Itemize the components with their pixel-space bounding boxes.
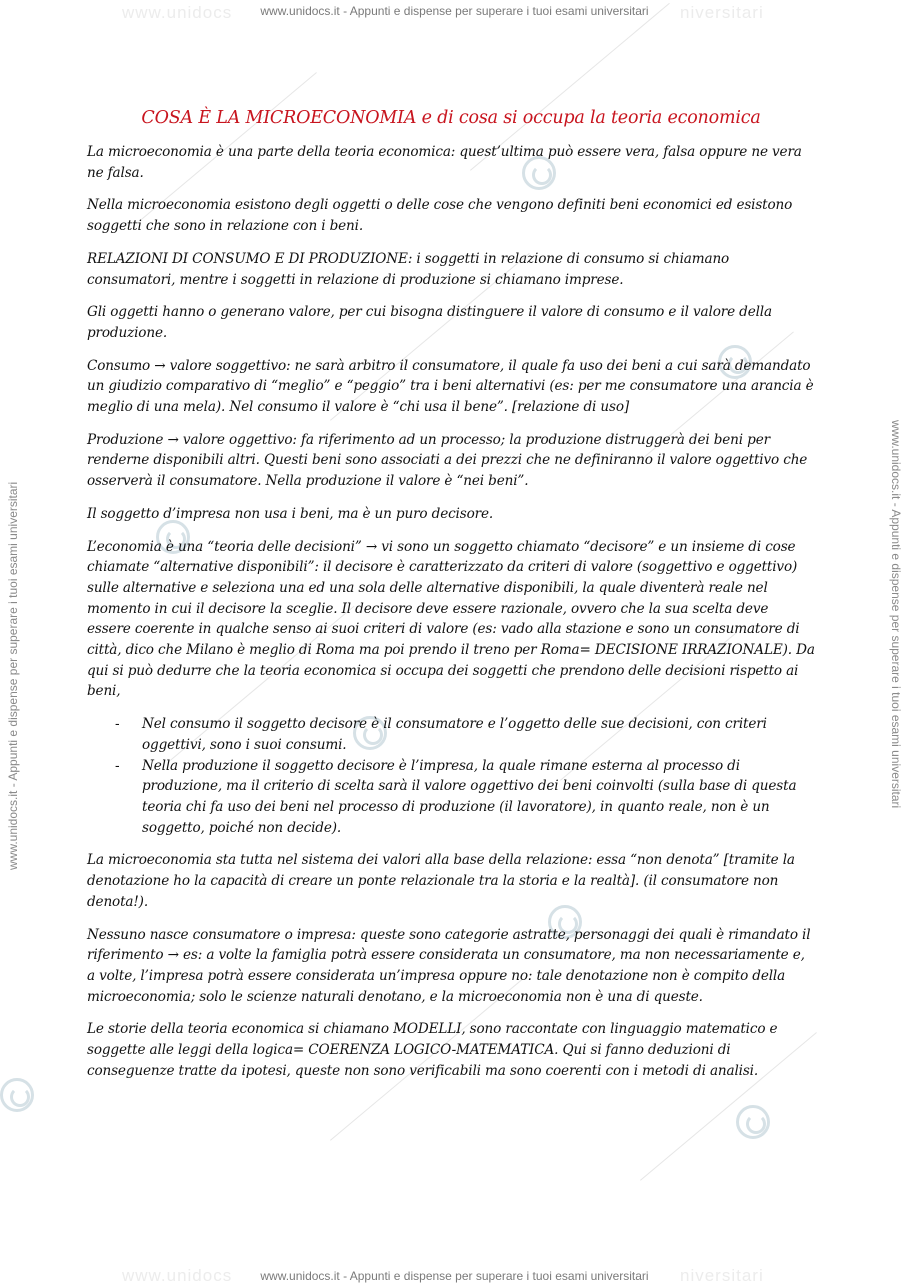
header-watermark: www.unidocs.it - Appunti e dispense per superare i tuoi esami universitari [260,4,649,18]
bullet-list [87,714,815,838]
paragraph: Consumo → valore soggettivo: ne sarà arbitro il consumatore, il quale fa uso dei beni a cui sarà demandato un giudizio comparativo di “meglio” e “peggio” tra i beni alternativi (es: per me consumatore una arancia è meglio di una mela). Nel consumo il valore è “chi usa il bene”. [relazione di uso] [87,357,814,416]
paragraph: La microeconomia è una parte della teoria economica: quest’ultima può essere vera, falsa oppure ne vera ne falsa. [87,144,802,181]
paragraph: Gli oggetti hanno o generano valore, per cui bisogna distinguere il valore di consumo e il valore della produzione. [87,304,772,341]
ghost-watermark-top-right: niversitari [680,3,764,22]
list-item: - Nella produzione il soggetto decisore è l’impresa, la quale rimane esterna al processo di produzione, ma il criterio di scelta sarà il valore oggettivo dei beni coinvolti (sulla base di questa teoria chi fa uso dei beni nel processo di produzione (il lavoratore), in quanto reale, non è un soggetto, poiché non decide). [87,756,815,839]
paragraph: La microeconomia sta tutta nel sistema dei valori alla base della relazione: essa “non denota” [tramite la denotazione ho la capacità di creare un ponte relazionale tra la storia e la realtà]. (il consumatore non denota!). [87,852,795,910]
paragraph: L’economia è una “teoria delle decisioni” → vi sono un soggetto chiamato “decisore” e un insieme di cose chiamate “alternative disponibili”: il decisore è caratterizzato da criteri di valore (soggettivo e oggettivo) sulle alternative e seleziona una ed una sola delle alternative disponibili, la quale diventerà reale nel momento in cui il decisore la sceglie. Il decisore deve essere razionale, ovvero che la sua scelta deve essere coerente in qualche senso ai suoi criteri di valore (es: vado alla stazione e sono un consumatore di città, dico che Milano è meglio di Roma ma poi prendo il treno per Roma= DECISIONE IRRAZIONALE). Da qui si può dedurre che la teoria economica si occupa dei soggetti che prendono delle decisioni rispetto ai beni, [87,538,815,700]
paragraph: RELAZIONI DI CONSUMO E DI PRODUZIONE: i soggetti in relazione di consumo si chiamano consumatori, mentre i soggetti in relazione di produzione si chiamano imprese. [87,250,730,288]
right-side-watermark: www.unidocs.it - Appunti e dispense per superare i tuoi esami universitari [889,420,903,809]
page-title: COSA È LA MICROECONOMIA e di cosa si occupa la teoria economica [141,108,761,128]
document-body [87,108,815,1093]
paragraph: Le storie della teoria economica si chiamano MODELLI, sono raccontate con linguaggio matematico e soggette alle leggi della logica= COERENZA LOGICO-MATEMATICA. Qui si fanno deduzioni di conseguenze tratte da ipotesi, queste non sono verificabili ma sono coerenti con i metodi di analisi. [87,1021,778,1079]
left-side-watermark: www.unidocs.it - Appunti e dispense per superare i tuoi esami universitari [6,481,20,870]
paragraph: Nessuno nasce consumatore o impresa: queste sono categorie astratte, personaggi dei quali è rimandato il riferimento → es: a volte la famiglia potrà essere considerata un consumatore, ma non necessariamente e, a volte, l’impresa potrà essere considerata un’impresa oppure no: tale denotazione non è compito della microeconomia; solo le scienze naturali denotano, e la microeconomia non è una di queste. [87,926,811,1005]
ghost-watermark-bottom-left: www.unidocs [122,1266,233,1285]
list-item: - Nel consumo il soggetto decisore è il consumatore e l’oggetto delle sue decisioni, con criteri oggettivi, sono i suoi consumi. [87,714,815,755]
unidocs-logo-icon [0,1078,34,1112]
footer-watermark: www.unidocs.it - Appunti e dispense per superare i tuoi esami universitari [260,1269,649,1283]
paragraph: Produzione → valore oggettivo: fa riferimento ad un processo; la produzione distruggerà dei beni per renderne disponibili altri. Questi beni sono associati a dei prezzi che ne definiranno il valore oggettivo che osserverà il consumatore. Nella produzione il valore è “nei beni”. [87,431,808,490]
ghost-watermark-bottom-right: niversitari [680,1266,764,1285]
paragraph: Il soggetto d’impresa non usa i beni, ma è un puro decisore. [87,505,494,522]
unidocs-logo-icon [736,1105,770,1139]
paragraph: Nella microeconomia esistono degli oggetti o delle cose che vengono definiti beni economici ed esistono soggetti che sono in relazione con i beni. [87,197,793,235]
ghost-watermark-top-left: www.unidocs [122,3,233,22]
